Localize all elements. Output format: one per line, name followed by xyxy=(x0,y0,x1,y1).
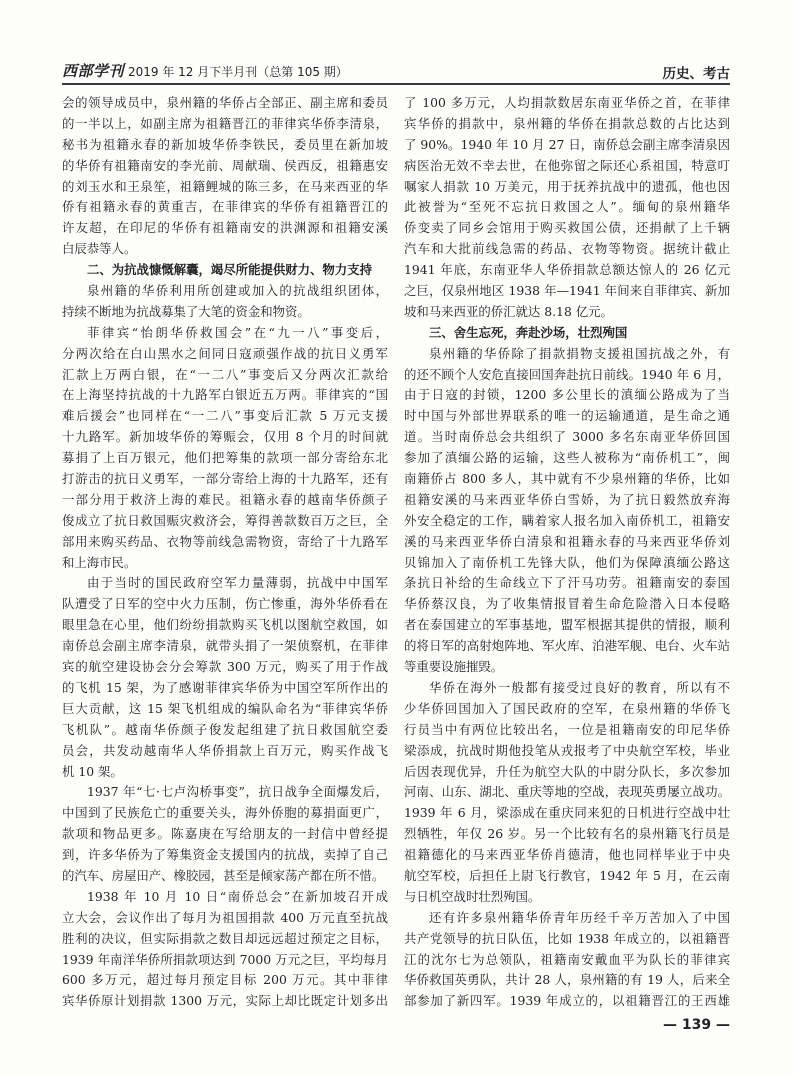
text-line: 贝锦加入了南侨机工先锋大队，他们为保障滇缅公路这 xyxy=(404,554,730,570)
text-line: 由于当时的国民政府空军力量薄弱，抗战中中国军 xyxy=(87,575,388,591)
text-line: 员会，共发动越南华人华侨捐款上百万元，购买作战飞 xyxy=(62,742,388,758)
text-line: 1938 年 10 月 10 日“南侨总会”在新加坡召开成 xyxy=(87,888,388,904)
text-line: 外安全稳定的工作，瞒着家人报名加入南侨机工，祖籍安 xyxy=(404,512,730,528)
text-line: 祖籍德化的马来西亚华侨肖德清，他也同样毕业于中央 xyxy=(404,847,730,863)
text-line: 的刘玉水和王泉笙，祖籍鲤城的陈三多，在马来西亚的华 xyxy=(62,178,388,194)
text-line: 此被誉为“至死不忘抗日救国之人”。缅甸的泉州籍华 xyxy=(404,199,730,215)
text-line: 江的沈尔七为总领队，祖籍南安戴血平为队长的菲律宾 xyxy=(404,951,730,967)
text-line: 祖籍安溪的马来西亚华侨白雪娇，为了抗日毅然放弃海 xyxy=(404,491,730,507)
text-line: 中国到了民族危亡的重要关头，海外侨胞的募捐面更广， xyxy=(62,805,388,821)
text-line: 1941 年底，东南亚华人华侨捐款总额达惊人的 26 亿元 xyxy=(404,262,730,278)
text-line: 了 100 多万元，人均捐款数居东南亚华侨之首，在菲律 xyxy=(404,95,730,110)
page-header xyxy=(62,58,730,85)
paragraph xyxy=(404,344,730,678)
text-line: 了 90%。1940 年 10 月 27 日，南侨总会副主席李清泉因 xyxy=(404,136,730,152)
text-line: 行员当中有两位比较出名，一位是祖籍南安的印尼华侨 xyxy=(404,721,730,737)
text-line: 后因表现优异，升任为航空大队的中尉分队长，多次参加 xyxy=(404,763,730,779)
paragraph xyxy=(404,678,730,908)
paragraph xyxy=(62,281,388,323)
text-line: 者在泰国建立的军事基地，盟军根据其提供的情报，顺利 xyxy=(404,617,730,633)
paragraph xyxy=(62,573,388,782)
section-heading xyxy=(404,323,730,344)
text-line: 宾华侨原计划捐款 1300 万元，实际上却比既定计划多出 xyxy=(62,993,388,1009)
text-line: 时中国与外部世界联系的唯一的运输通道，是生命之通 xyxy=(404,408,730,424)
text-line: 菲律宾“怡朗华侨救国会”在“九一八”事变后， xyxy=(87,324,388,340)
text-line: 到，许多华侨为了筹集资金支援国内的抗战，卖掉了自己 xyxy=(62,847,388,863)
paragraph xyxy=(62,782,388,886)
text-line: 溪的马来西亚华侨白清泉和祖籍永春的马来西亚华侨刘 xyxy=(404,533,730,549)
paragraph xyxy=(404,908,730,1012)
paragraph xyxy=(62,887,388,1012)
text-line: 白辰恭等人。 xyxy=(62,241,137,257)
text-line: 许友超，在印尼的华侨有祖籍南安的洪渊源和祖籍安溪 xyxy=(62,220,388,236)
heading-text: 三、舍生忘死，奔赴沙场，壮烈殉国 xyxy=(429,324,628,340)
text-line: 600 多万元，超过每月预定目标 200 万元。其中菲律 xyxy=(62,972,388,988)
text-line: 泉州籍的华侨利用所创建或加入的抗战组织团体， xyxy=(87,283,388,299)
text-line: 一部分用于救济上海的难民。祖籍永春的越南华侨颜子 xyxy=(62,491,388,507)
text-line: 的飞机 15 架，为了感谢菲律宾华侨为中国空军所作出的 xyxy=(62,679,388,695)
journal-logo: 西部学刊 xyxy=(62,62,125,80)
text-line: 巨大贡献，这 15 架飞机组成的编队命名为“菲律宾华侨 xyxy=(62,700,388,716)
text-line: 侨变卖了同乡会馆用于购买救国公债，还捐献了上千辆 xyxy=(404,220,730,236)
text-line: 队遭受了日军的空中火力压制，伤亡惨重，海外华侨看在 xyxy=(62,596,388,612)
text-line: 由于日寇的封锁，1200 多公里长的滇缅公路成为了当 xyxy=(404,387,730,403)
text-line: 募捐了上百万银元，他们把筹集的款项一部分寄给东北 xyxy=(62,450,388,466)
section-heading xyxy=(62,260,388,281)
text-line: 部参加了新四军。1939 年成立的，以祖籍晋江的王西雄 xyxy=(404,993,730,1009)
text-line: 华侨蔡汉良，为了收集情报冒着生命危险潜入日本侵略 xyxy=(404,596,730,612)
text-line: 立大会，会议作出了每月为祖国捐款 400 万元直至抗战 xyxy=(62,909,388,925)
text-line: 等重要设施摧毁。 xyxy=(404,659,504,675)
text-line: 秘书为祖籍永春的新加坡华侨李铁民，委员里在新加坡 xyxy=(62,136,388,152)
text-line: 在上海坚持抗战的十九路军白银近五万两。菲律宾的“国 xyxy=(62,387,388,403)
text-line: 还有许多泉州籍华侨青年历经千辛万苦加入了中国 xyxy=(429,909,730,925)
text-line: 1937 年“七·七卢沟桥事变”，抗日战争全面爆发后， xyxy=(87,784,388,800)
text-line: 款项和物品更多。陈嘉庚在写给朋友的一封信中曾经提 xyxy=(62,826,388,842)
heading-text: 二、为抗战慷慨解囊，竭尽所能提供财力、物力支持 xyxy=(87,262,372,278)
paragraph xyxy=(62,93,388,260)
section-title: 历史、考古 xyxy=(662,66,730,82)
text-line: 参加了滇缅公路的运输，这些人被称为“南侨机工”，闽 xyxy=(404,450,730,466)
page-number: — 139 — xyxy=(663,1017,730,1033)
text-line: 机 10 架。 xyxy=(62,763,123,779)
text-line: 会的领导成员中，泉州籍的华侨占全部正、副主席和委员 xyxy=(62,95,388,110)
text-line: 俊成立了抗日救国赈灾救济会，筹得善款数百万之巨，全 xyxy=(62,512,388,528)
text-line: 与日机空战时壮烈殉国。 xyxy=(404,888,541,904)
text-line: 少华侨回国加入了国民政府的空军，在泉州籍的华侨飞 xyxy=(404,700,730,716)
text-line: 汽车和大批前线急需的药品、衣物等物资。据统计截止 xyxy=(404,241,730,257)
text-line: 的将日军的高射炮阵地、军火库、泊港军舰、电台、火车站 xyxy=(404,638,730,654)
text-line: 分两次给在白山黑水之间同日寇顽强作战的抗日义勇军 xyxy=(62,345,388,361)
paragraph xyxy=(62,323,388,574)
text-line: 道。当时南侨总会共组织了 3000 多名东南亚华侨回国 xyxy=(404,429,730,445)
text-line: 南籍侨占 800 多人，其中就有不少泉州籍的华侨，比如 xyxy=(404,471,730,487)
text-line: 南侨总会副主席李清泉，就带头捐了一架侦察机，在菲律 xyxy=(62,638,388,654)
text-line: 汇款上万两白银，在“一二八”事变后又分两次汇款给 xyxy=(62,366,388,382)
text-line: 之巨，仅泉州地区 1938 年—1941 年间来自菲律宾、新加 xyxy=(404,283,730,299)
text-line: 的华侨有祖籍南安的李光前、周献瑞、侯西反，祖籍惠安 xyxy=(62,157,388,173)
issue-info: 2019 年 12 月下半月刊（总第 105 期） xyxy=(128,65,348,79)
text-line: 条抗日补给的生命线立下了汗马功劳。祖籍南安的泰国 xyxy=(404,575,730,591)
text-line: 病医治无效不幸去世，在他弥留之际还心系祖国，特意叮 xyxy=(404,157,730,173)
text-line: 航空军校，后担任上尉飞行教官，1942 年 5 月，在云南 xyxy=(404,867,730,883)
text-line: 宾的航空建设协会分会筹款 300 万元，购买了用于作战 xyxy=(62,659,388,675)
text-line: 部用来购买药品、衣物等前线急需物资，寄给了十九路军 xyxy=(62,533,388,549)
text-line: 河南、山东、湖北、重庆等地的空战，表现英勇屡立战功。 xyxy=(404,784,730,800)
text-line: 华侨救国英勇队，共计 28 人，泉州籍的有 19 人，后来全 xyxy=(404,972,730,988)
text-line: 持续不断地为抗战募集了大笔的资金和物资。 xyxy=(62,303,310,319)
paragraph xyxy=(404,93,730,323)
text-line: 1939 年 6 月，梁添成在重庆同来犯的日机进行空战中壮 xyxy=(404,805,730,821)
right-column xyxy=(404,93,730,1015)
text-line: 的一半以上，如副主席为祖籍晋江的菲律宾华侨李清泉， xyxy=(62,115,388,131)
text-line: 烈牺牲，年仅 26 岁。另一个比较有名的泉州籍飞行员是 xyxy=(404,826,730,842)
text-line: 的还不顾个人安危直接回国奔赴抗日前线。1940 年 6 月， xyxy=(404,366,730,382)
text-line: 胜利的决议，但实际捐款之数目却远远超过预定之目标， xyxy=(62,930,388,946)
text-line: 坡和马来西亚的侨汇就达 8.18 亿元。 xyxy=(404,303,613,319)
text-line: 华侨在海外一般都有接受过良好的教育，所以有不 xyxy=(429,679,730,695)
text-line: 泉州籍的华侨除了捐款捐物支援祖国抗战之外，有 xyxy=(429,345,730,361)
text-line: 嘱家人捐款 10 万美元，用于抚养抗战中的遗孤，他也因 xyxy=(404,178,730,194)
text-line: 宾华侨的捐款中，泉州籍的华侨在捐款总数的占比达到 xyxy=(404,115,730,131)
text-line: 和上海市民。 xyxy=(62,554,137,570)
text-line: 侨有祖籍永春的黄重吉，在菲律宾的华侨有祖籍晋江的 xyxy=(62,199,388,215)
text-line: 梁添成，抗战时期他投笔从戎报考了中央航空军校，毕业 xyxy=(404,742,730,758)
left-column xyxy=(62,93,388,1015)
text-line: 共产党领导的抗日队伍，比如 1938 年成立的，以祖籍晋 xyxy=(404,930,730,946)
text-line: 1939 年南洋华侨所捐款项达到 7000 万元之巨，平均每月 xyxy=(62,951,388,967)
text-line: 飞机队”。越南华侨颜子俊发起组建了抗日救国航空委 xyxy=(62,721,388,737)
text-line: 十九路军。新加坡华侨的筹赈会，仅用 8 个月的时间就 xyxy=(62,429,388,445)
text-line: 的汽车、房屋田产、橡胶园，甚至是倾家荡产都在所不惜。 xyxy=(62,867,385,883)
text-line: 打游击的抗日义勇军，一部分寄给上海的十九路军，还有 xyxy=(62,471,388,487)
text-line: 眼里急在心里，他们纷纷捐款购买飞机以图航空救国，如 xyxy=(62,617,388,633)
text-line: 难后援会”也同样在“一二八”事变后汇款 5 万元支援 xyxy=(62,408,388,424)
